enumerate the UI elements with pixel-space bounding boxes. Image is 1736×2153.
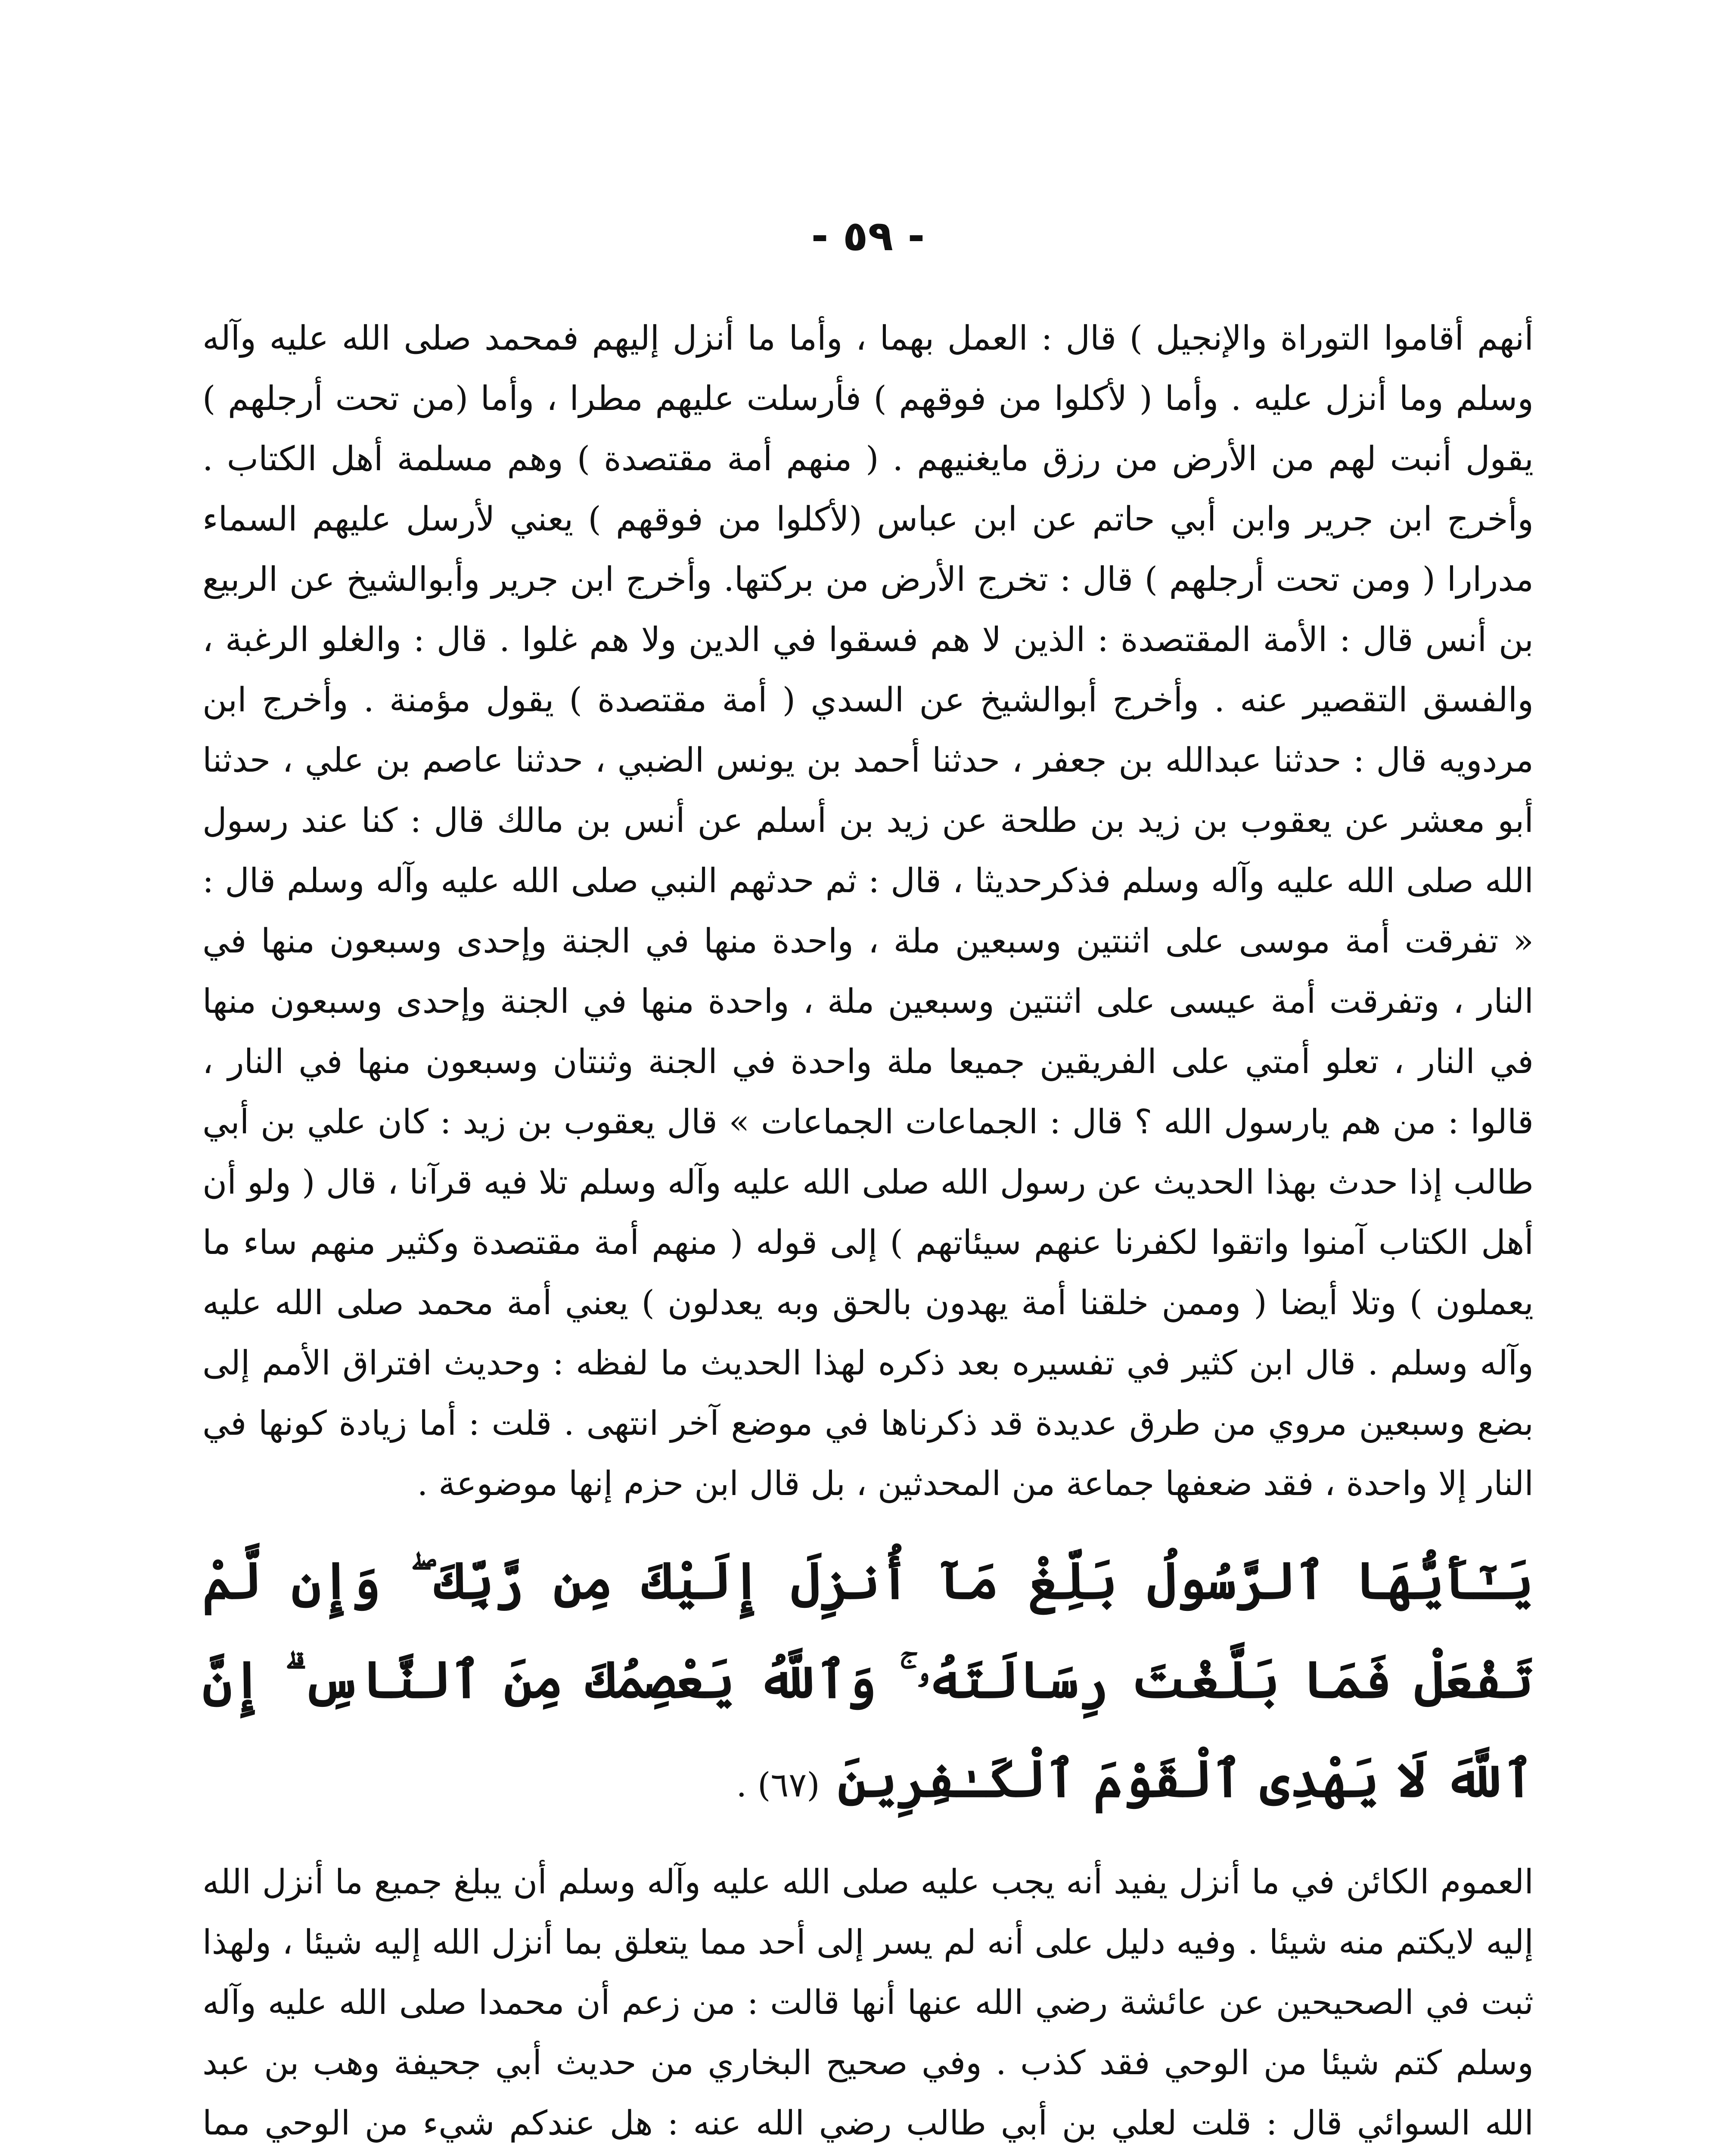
verse-number: (٦٧) . [736, 1766, 820, 1805]
verse-text: يَـٰٓأَيُّهَا ٱلرَّسُولُ بَلِّغْ مَآ أُنزِلَ إِلَيْكَ مِن رَّبِّكَ ۖ وَإِن لَّمْ تَفْعَلْ فَمَا بَلَّغْتَ رِسَالَتَهُۥ ۚ وَٱللَّهُ يَعْصِمُكَ مِنَ ٱلنَّاسِ ۗ إِنَّ ٱللَّهَ لَا يَهْدِى ٱلْقَوْمَ ٱلْكَـٰفِرِينَ [202, 1551, 1534, 1809]
page-number: - ٥٩ - [811, 212, 925, 260]
commentary-paragraph-1: أنهم أقاموا التوراة والإنجيل ) قال : العمل بهما ، وأما ما أنزل إليهم فمحمد صلى الله عليه وآله وسلم وما أنزل عليه . وأما ( لأكلوا من فوقهم ) فأرسلت عليهم مطرا ، وأما (من تحت أرجلهم ) يقول أنبت لهم من الأرض من رزق مايغنيهم . ( منهم أمة مقتصدة ) وهم مسلمة أهل الكتاب . وأخرج ابن جرير وابن أبي حاتم عن ابن عباس (لأكلوا من فوقهم ) يعني لأرسل عليهم السماء مدرارا ( ومن تحت أرجلهم ) قال : تخرج الأرض من بركتها. وأخرج ابن جرير وأبوالشيخ عن الربيع بن أنس قال : الأمة المقتصدة : الذين لا هم فسقوا في الدين ولا هم غلوا . قال : والغلو الرغبة ، والفسق التقصير عنه . وأخرج أبوالشيخ عن السدي ( أمة مقتصدة ) يقول مؤمنة . وأخرج ابن مردويه قال : حدثنا عبدالله بن جعفر ، حدثنا أحمد بن يونس الضبي ، حدثنا عاصم بن علي ، حدثنا أبو معشر عن يعقوب بن زيد بن طلحة عن زيد بن أسلم عن أنس بن مالك قال : كنا عند رسول الله صلى الله عليه وآله وسلم فذكرحديثا ، قال : ثم حدثهم النبي صلى الله عليه وآله وسلم قال : « تفرقت أمة موسى على اثنتين وسبعين ملة ، واحدة منها في الجنة وإحدى وسبعون منها في النار ، وتفرقت أمة عيسى على اثنتين وسبعين ملة ، واحدة منها في الجنة وإحدى وسبعون منها في النار ، تعلو أمتي على الفريقين جميعا ملة واحدة في الجنة وثنتان وسبعون منها في النار ، قالوا : من هم يارسول الله ؟ قال : الجماعات الجماعات » قال يعقوب بن زيد : كان علي بن أبي طالب إذا حدث بهذا الحديث عن رسول الله صلى الله عليه وآله وسلم تلا فيه قرآنا ، قال ( ولو أن أهل الكتاب آمنوا واتقوا لكفرنا عنهم سيئاتهم ) إلى قوله ( منهم أمة مقتصدة وكثير منهم ساء ما يعملون ) وتلا أيضا ( وممن خلقنا أمة يهدون بالحق وبه يعدلون ) يعني أمة محمد صلى الله عليه وآله وسلم . قال ابن كثير في تفسيره بعد ذكره لهذا الحديث ما لفظه : وحديث افتراق الأمم إلى بضع وسبعين مروي من طرق عديدة قد ذكرناها في موضع آخر انتهى . قلت : أما زيادة كونها في النار إلا واحدة ، فقد ضعفها جماعة من المحدثين ، بل قال ابن حزم إنها موضوعة . [202, 319, 1534, 1503]
commentary-paragraph-2: العموم الكائن في ما أنزل يفيد أنه يجب عليه صلى الله عليه وآله وسلم أن يبلغ جميع ما أنزل الله إليه لايكتم منه شيئا . وفيه دليل على أنه لم يسر إلى أحد مما يتعلق بما أنزل الله إليه شيئا ، ولهذا ثبت في الصحيحين عن عائشة رضي الله عنها أنها قالت : من زعم أن محمدا صلى الله عليه وآله وسلم كتم شيئا من الوحي فقد كذب . وفي صحيح البخاري من حديث أبي جحيفة وهب بن عبد الله السوائي قال : قلت لعلي بن أبي طالب رضي الله عنه : هل عندكم شيء من الوحي مما [202, 1863, 1534, 2143]
quran-verse [202, 1531, 1534, 1835]
